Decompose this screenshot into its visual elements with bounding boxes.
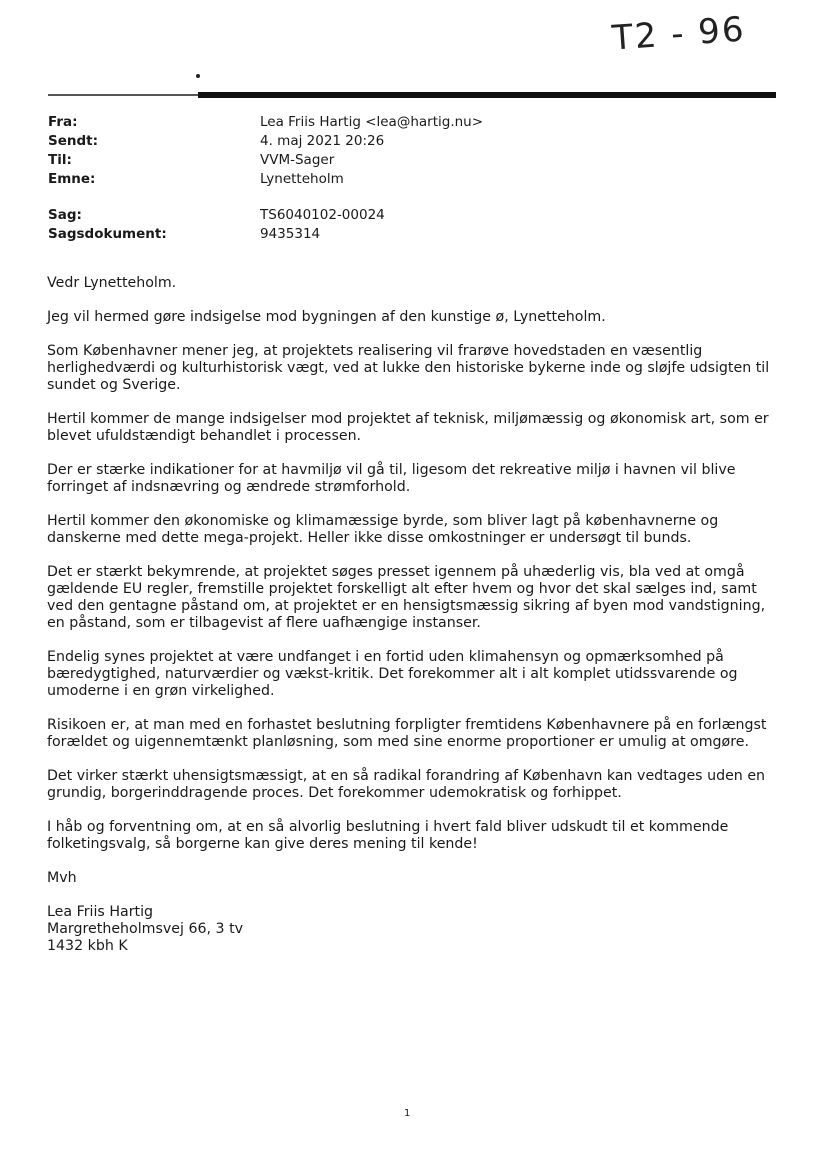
header-rule-thick <box>198 92 776 98</box>
header-label: Sagsdokument: <box>48 226 167 242</box>
signature-name: Lea Friis Hartig <box>47 904 154 920</box>
page-number: 1 <box>404 1108 411 1119</box>
signature-block <box>47 904 243 955</box>
header-row-from <box>48 113 748 132</box>
closing: Mvh <box>47 870 77 886</box>
body-paragraph: Vedr Lynetteholm. <box>47 275 177 291</box>
header-label: Sag: <box>48 207 82 223</box>
header-value: 9435314 <box>260 226 321 242</box>
header-row-subject <box>48 170 748 189</box>
handwritten-annotation: T2 - 96 <box>610 9 747 59</box>
header-row-case <box>48 206 748 225</box>
header-label: Emne: <box>48 171 96 187</box>
body-paragraph: Hertil kommer den økonomiske og klimamæssige byrde, som bliver lagt på københavnerne og danskerne med dette mega-projekt. Heller ikke disse omkostninger er undersøgt til bunds. <box>47 513 719 546</box>
header-label: Til: <box>48 152 72 168</box>
header-value: VVM-Sager <box>260 152 335 168</box>
header-row-to <box>48 151 748 170</box>
body-paragraph: Som Københavner mener jeg, at projektets realisering vil frarøve hovedstaden en væsentlig herlighedværdi og kulturhistorisk vægt, ved at lukke den historiske bykerne inde og sløjfe udsigten til sundet og Sverige. <box>47 343 770 393</box>
email-body <box>47 275 777 904</box>
body-paragraph: Endelig synes projektet at være undfanget i en fortid uden klimahensyn og opmærksomhed på bæredygtighed, naturværdier og vækst-kritik. Det forekommer alt i alt komplet utidssvarende og umoderne i en grøn virkelighed. <box>47 649 738 699</box>
body-paragraph: Hertil kommer de mange indsigelser mod projektet af teknisk, miljømæssig og økonomisk art, som er blevet ufuldstændigt behandlet i processen. <box>47 411 769 444</box>
body-paragraph: Jeg vil hermed gøre indsigelse mod bygningen af den kunstige ø, Lynetteholm. <box>47 309 606 325</box>
header-value: Lea Friis Hartig <lea@hartig.nu> <box>260 114 484 130</box>
email-header <box>48 113 748 244</box>
body-paragraph: Risikoen er, at man med en forhastet beslutning forpligter fremtidens Københavnere på en forlængst forældet og uigennemtænkt planløsning, som med sine enorme proportioner er umulig at omgøre. <box>47 717 767 750</box>
body-paragraph: Det virker stærkt uhensigtsmæssigt, at en så radikal forandring af København kan vedtages uden en grundig, borgerinddragende proces. Det forekommer udemokratisk og forhippet. <box>47 768 766 801</box>
body-paragraph: I håb og forventning om, at en så alvorlig beslutning i hvert fald bliver udskudt til et kommende folketingsvalg, så borgerne kan give deres mening til kende! <box>47 819 729 852</box>
body-paragraph: Der er stærke indikationer for at havmiljø vil gå til, ligesom det rekreative miljø i havnen vil blive forringet af indsnævring og ændrede strømforhold. <box>47 462 736 495</box>
header-value: TS6040102-00024 <box>260 207 385 223</box>
header-row-sent <box>48 132 748 151</box>
header-rule-thin <box>48 94 198 96</box>
scan-speck <box>196 74 200 78</box>
header-value: 4. maj 2021 20:26 <box>260 133 385 149</box>
signature-address: Margretheholmsvej 66, 3 tv <box>47 921 244 937</box>
body-paragraph: Det er stærkt bekymrende, at projektet søges presset igennem på uhæderlig vis, bla ved at omgå gældende EU regler, fremstille projektet forskelligt alt efter hvem og hvor det skal sælges ind, samt ved den gentagne påstand om, at projektet er en hensigtsmæssig sikring af byen mod vandstigning, en påstand, som er tilbagevist af flere uafhængige instanser. <box>47 564 766 631</box>
header-value: Lynetteholm <box>260 171 344 187</box>
header-row-case-document <box>48 225 748 244</box>
header-label: Fra: <box>48 114 78 130</box>
signature-city: 1432 kbh K <box>47 938 128 954</box>
header-label: Sendt: <box>48 133 99 149</box>
